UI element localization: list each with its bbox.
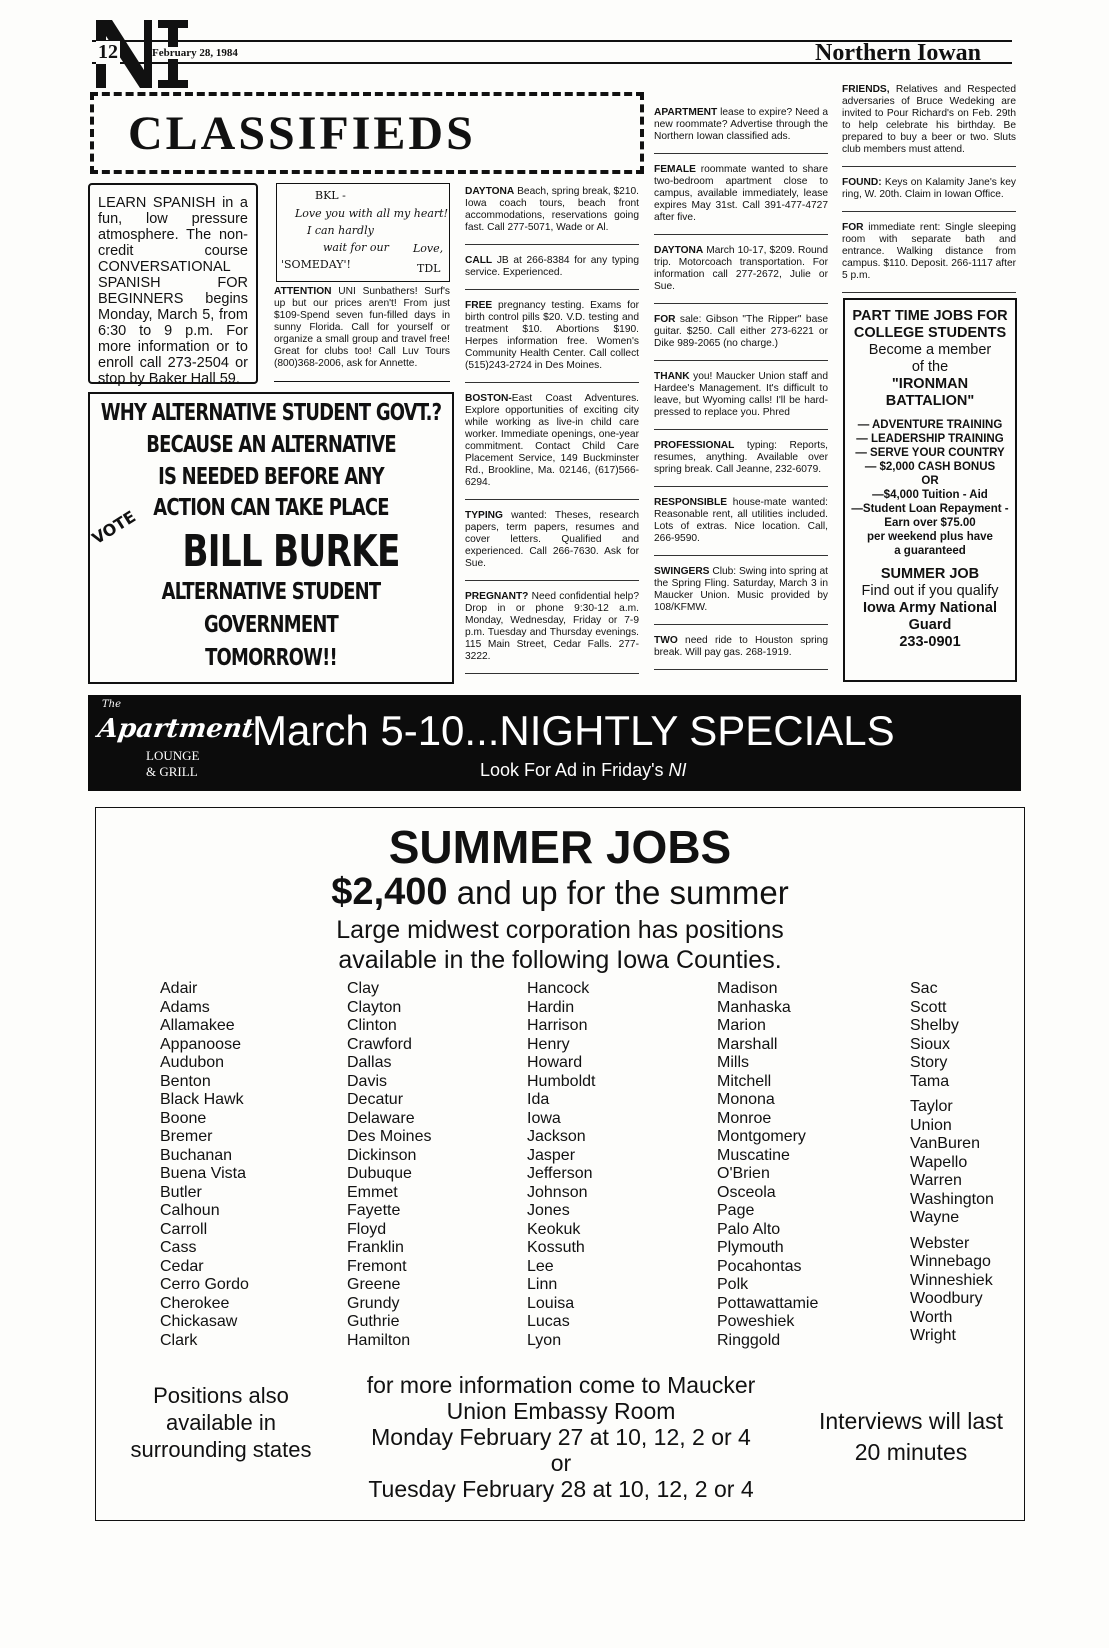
county-name: Louisa [527, 1294, 575, 1312]
ad-lead: CALL [465, 255, 493, 266]
classified-column-3 [465, 186, 639, 684]
ad-lead: TYPING [465, 510, 503, 521]
ad-lead: RESPONSIBLE [654, 497, 728, 508]
classified-column-4 [654, 107, 828, 680]
county-name: Black Hawk [160, 1091, 244, 1108]
county-name: Hamilton [347, 1331, 411, 1349]
ironman-line [845, 410, 1015, 418]
county-name: Palo Alto [717, 1220, 781, 1238]
classified-column-5 [842, 84, 1016, 303]
ironman-line: — SERVE YOUR COUNTRY [855, 447, 1005, 459]
ironman-line [845, 558, 1015, 566]
pay-rest: and up for the summer [447, 874, 789, 911]
ironman-line: —Student Loan Repayment - [851, 503, 1009, 515]
county-name: VanBuren [910, 1135, 980, 1152]
ad-lead: FREE [465, 300, 493, 311]
ironman-line: — ADVENTURE TRAINING [857, 419, 1003, 431]
county-name: Adair [160, 980, 198, 997]
county-name: Cass [160, 1239, 197, 1256]
ad-lead: DAYTONA [654, 245, 704, 256]
issue-date: February 28, 1984 [152, 47, 238, 59]
county-name: Marshall [717, 1035, 778, 1053]
positions-note [106, 1382, 336, 1463]
ad-body: Need confidential help? Drop in or phone 9:30-12 a.m. Monday, Wednesday, Friday or 7-9 p.m. Tuesday and Thursday evenings. 115 Main Street, Cedar Falls. 277-3222. [465, 591, 639, 662]
classifieds-title: CLASSIFIEDS [128, 107, 476, 160]
ironman-battalion-ad [843, 298, 1017, 682]
bkl-line1: Love you with all my heart! [295, 207, 448, 220]
classified-ad [654, 440, 828, 487]
county-name: Winnebago [910, 1253, 991, 1270]
positions-note-line: available in [165, 1410, 277, 1435]
county-name: Decatur [347, 1091, 404, 1108]
county-name: Clayton [347, 998, 402, 1016]
county-name: Pocahontas [717, 1257, 802, 1275]
county-name: Des Moines [347, 1128, 432, 1145]
county-name: Jackson [527, 1128, 586, 1145]
ad-lead: DAYTONA [465, 186, 515, 197]
ironman-line: OR [921, 475, 939, 487]
divider [274, 381, 450, 382]
county-name: Lucas [527, 1313, 570, 1330]
classified-ad [465, 393, 639, 500]
county-name: Dallas [347, 1054, 392, 1071]
interview-note-line: Interviews will last [818, 1408, 1004, 1434]
county-name: Butler [160, 1183, 202, 1201]
banner-headline: March 5-10...NIGHTLY SPECIALS [252, 707, 895, 754]
county-name: Audubon [160, 1054, 225, 1071]
positions-note-line: surrounding states [130, 1437, 312, 1462]
ad-body: sale: Gibson "The Ripper" base guitar. $250. Call either 273-6221 or Dike 989-2065 (no charge.) [654, 314, 828, 349]
burke-line2: BECAUSE AN ALTERNATIVE [146, 432, 396, 458]
ad-body: March 10-17, $209. Round trip. Motorcoach transportation. For information call 277-2672, Julie or Sue. [654, 245, 828, 292]
county-name: Calhoun [160, 1202, 220, 1219]
ironman-line: Guard [908, 617, 952, 633]
county-name: Linn [527, 1276, 558, 1293]
ad-body: you! Maucker Union staff and Hardee's Management. It's difficult to leave, but Wyoming calls! I'll be hard-pressed to replace you. Phred [654, 371, 828, 418]
logo-grill: & GRILL [146, 764, 198, 779]
classified-ad [842, 177, 1016, 212]
county-column [717, 980, 818, 1350]
more-info-note [326, 1372, 796, 1502]
county-name: Bremer [160, 1128, 213, 1145]
county-name: Sac [910, 980, 938, 997]
county-name: Henry [527, 1035, 570, 1053]
ad-body: immediate rent: Single sleeping room with separate bath and entrance. Walking distance from campus. $110. Deposit. 266-1117 after 5 p.m. [842, 222, 1016, 281]
county-name: Howard [527, 1054, 583, 1071]
county-name: Floyd [347, 1220, 387, 1238]
apartment-lounge-banner [88, 695, 1021, 791]
ad-body: pregnancy testing. Exams for birth control pills $20. V.D. testing and treatment $10. Abortions $190. Herpes information free. Women's Community Health Center. Call collect (515)243-2724 in Des Moines. [465, 300, 639, 371]
classified-ad [654, 245, 828, 304]
county-name: Madison [717, 980, 778, 997]
ironman-line: a guaranteed [894, 545, 966, 557]
ironman-line: PART TIME JOBS FOR [852, 308, 1008, 324]
county-name: Poweshiek [717, 1313, 795, 1330]
ad-lead: BOSTON- [465, 393, 512, 404]
bkl-closing: Love, [413, 242, 444, 255]
ad-lead: FOUND: [842, 177, 882, 188]
ad-lead: FEMALE [654, 164, 696, 175]
ad-lead: FOR [842, 222, 864, 233]
county-name [910, 1091, 994, 1098]
subline-ni: NI [668, 760, 687, 780]
summer-jobs-desc1: Large midwest corporation has positions [336, 916, 784, 944]
county-name: Clinton [347, 1017, 397, 1034]
ironman-line: Iowa Army National [862, 600, 998, 616]
ad-lead: PROFESSIONAL [654, 440, 735, 451]
county-name: Crawford [347, 1035, 412, 1053]
classified-ad [654, 107, 828, 154]
spanish-course-ad: LEARN SPANISH in a fun, low pressure atmosphere. The non-credit course CONVERSATIONAL SPANISH FOR BEGINNERS begins Monday, March 5, from 6:30 to 9 p.m. For more information or to enroll call 273-2504 or stop by Baker Hall 59. [88, 183, 258, 384]
ad-body: typing: Reports, resumes, anything. Available over spring break. Call Jeanne, 232-6079. [654, 440, 828, 475]
county-column [527, 980, 595, 1350]
county-name: Clay [347, 980, 380, 997]
banner-subline [480, 759, 687, 781]
county-name: Sioux [910, 1035, 951, 1053]
summer-jobs-title: SUMMER JOBS [388, 821, 732, 873]
county-name: Jones [527, 1202, 570, 1219]
classified-ad [842, 222, 1016, 293]
pay-amount: $2,400 [331, 871, 448, 913]
county-name: Lyon [527, 1331, 562, 1349]
county-name: Greene [347, 1276, 401, 1293]
county-name: Osceola [717, 1183, 776, 1201]
classified-ad [465, 300, 639, 383]
ad-lead: THANK [654, 371, 690, 382]
vote-label: VOTE [88, 506, 139, 549]
logo-lounge: LOUNGE [146, 748, 200, 763]
county-name: Guthrie [347, 1313, 400, 1330]
county-name: Montgomery [717, 1128, 806, 1145]
county-name: Manhaska [717, 998, 791, 1016]
classified-ad [654, 371, 828, 430]
county-name: Scott [910, 998, 947, 1016]
ad-body: lease to expire? Need a new roommate? Advertise through the Northern Iowan classified ads. [654, 107, 828, 142]
county-name: Ida [527, 1091, 550, 1108]
county-name: Cerro Gordo [160, 1276, 249, 1293]
burke-line6: GOVERNMENT [203, 612, 339, 638]
ad-lead: APARTMENT [654, 107, 718, 118]
county-name: Wapello [910, 1153, 968, 1171]
ad-body: Keys on Kalamity Jane's key ring, W. 20th. Claim in Iowan Office. [842, 177, 1016, 200]
county-name: Boone [160, 1109, 207, 1127]
ad-body: East Coast Adventures. Explore opportunities of exciting city while working as live-in child care worker. Immediate openings, one-year commitment. Contact Child Care Placement Service, 149 Buckminster Rd., Brookline, Ma. 02146, (617)566-6294. [465, 393, 639, 488]
burke-name: BILL BURKE [182, 526, 400, 577]
classified-ad [842, 84, 1016, 167]
more-info-note-line: for more information come to Maucker [366, 1372, 756, 1398]
positions-note-line: Positions also [153, 1383, 289, 1408]
county-name: Page [717, 1202, 755, 1219]
ad-lead: FRIENDS, [842, 84, 890, 95]
bkl-line2: I can hardly [307, 224, 374, 237]
county-name: Webster [910, 1234, 970, 1252]
county-name: Washington [910, 1190, 994, 1208]
county-name: Jasper [527, 1146, 576, 1164]
classified-ad [654, 497, 828, 556]
county-name: Ringgold [717, 1331, 781, 1349]
more-info-note-line: Monday February 27 at 10, 12, 2 or 4 [371, 1424, 751, 1450]
ad-lead: SWINGERS [654, 566, 710, 577]
logo-apartment: Apartment [95, 714, 256, 744]
more-info-note-line: Union Embassy Room [446, 1398, 676, 1424]
county-name: Chickasaw [160, 1313, 238, 1330]
county-name: Mills [717, 1054, 749, 1071]
county-name: Wayne [910, 1209, 960, 1226]
county-name [910, 1228, 994, 1235]
county-name: Tama [910, 1072, 950, 1090]
ad-lead: PREGNANT? [465, 591, 529, 602]
county-name: Shelby [910, 1017, 959, 1034]
ad-lead: TWO [654, 635, 678, 646]
summer-jobs-pay [96, 872, 1024, 913]
summer-jobs-ad [95, 807, 1025, 1521]
ironman-line: —$4,000 Tuition - Aid [872, 489, 988, 501]
county-name: Story [910, 1054, 948, 1071]
ad-body: UNI Sunbathers! Surf's up but our prices aren't! From just $109-Spend seven fun-filled days in sunny Florida. Call for yourself or organize a small group and travel free! Great for clubs too! Call Luv Tours (800)368-2006, ask for Annette. [274, 286, 450, 369]
ad-lead: ATTENTION [274, 286, 332, 297]
county-name: Delaware [347, 1109, 415, 1127]
county-name: Grundy [347, 1294, 400, 1312]
county-name: Winneshiek [910, 1271, 993, 1289]
classified-ad [654, 164, 828, 235]
county-name: Kossuth [527, 1239, 585, 1256]
ironman-line: COLLEGE STUDENTS [853, 325, 1007, 341]
county-name: Mitchell [717, 1072, 772, 1090]
interview-note [801, 1406, 1021, 1468]
county-name: Johnson [527, 1183, 588, 1201]
county-name: Buena Vista [160, 1165, 246, 1182]
bkl-from: TDL [417, 262, 441, 275]
burke-line7: TOMORROW!! [205, 645, 337, 671]
ironman-line: per weekend plus have [867, 531, 993, 543]
county-name: Taylor [910, 1098, 953, 1115]
ironman-line: SUMMER JOB [880, 566, 980, 582]
county-name: Muscatine [717, 1146, 790, 1164]
classified-ad [465, 255, 639, 290]
county-name: Hardin [527, 998, 575, 1016]
county-name: Harrison [527, 1017, 588, 1034]
more-info-note-line: or [550, 1450, 572, 1476]
ironman-line: — $2,000 CASH BONUS [864, 461, 996, 473]
bkl-line4: 'SOMEDAY'! [281, 258, 351, 271]
county-name: Monroe [717, 1109, 772, 1127]
county-name: Warren [910, 1172, 962, 1189]
county-name: Plymouth [717, 1239, 784, 1256]
county-name: Carroll [160, 1220, 208, 1238]
burke-line3: IS NEEDED BEFORE ANY [158, 464, 384, 490]
burke-line4: ACTION CAN TAKE PLACE [153, 495, 389, 521]
logo-the: The [102, 699, 122, 710]
ad-body: Club: Swing into spring at the Spring Fling. Saturday, March 3 in Maucker Union. Music provided by 108/KFMW. [654, 566, 828, 613]
ad-body: Relatives and Respected adversaries of Bruce Wedeking are invited to Pour Richard's on Feb. 29th to help celebrate his birthday. Be prepared to buy a beer or two. Sluts club members must attend. [842, 84, 1016, 155]
county-name: Emmet [347, 1183, 398, 1201]
county-name: Monona [717, 1091, 775, 1108]
county-name: Benton [160, 1072, 211, 1090]
county-name: Worth [910, 1308, 953, 1326]
county-name: Wright [910, 1327, 956, 1344]
county-name: Davis [347, 1072, 388, 1090]
more-info-note-line: Tuesday February 28 at 10, 12, 2 or 4 [368, 1476, 754, 1502]
ironman-line: Find out if you qualify [861, 583, 999, 599]
county-name: Humboldt [527, 1072, 596, 1090]
county-name: Dickinson [347, 1146, 417, 1164]
ad-body: roommate wanted to share two-bedroom apartment close to campus, available immediately, lease expires May 31st. Call 391-477-4727 after five. [654, 164, 828, 223]
county-name: Lee [527, 1257, 554, 1275]
county-name: Cedar [160, 1257, 204, 1275]
ironman-line: — LEADERSHIP TRAINING [856, 433, 1004, 445]
county-name: Fremont [347, 1257, 407, 1275]
county-name: Dubuque [347, 1165, 412, 1182]
county-name: O'Brien [717, 1165, 770, 1182]
ironman-line: of the [911, 359, 949, 375]
subline-text: Look For Ad in Friday's [480, 760, 669, 780]
classified-ad [654, 635, 828, 670]
page-number: 12 [98, 41, 118, 63]
ironman-line: Earn over $75.00 [884, 517, 976, 529]
county-name: Franklin [347, 1239, 404, 1256]
ad-lead: FOR [654, 314, 676, 325]
bkl-line3: wait for our [323, 241, 389, 254]
burke-line1: WHY ALTERNATIVE STUDENT GOVT.? [100, 400, 442, 426]
classified-ad [465, 186, 639, 245]
county-column [347, 980, 431, 1350]
county-name: Pottawattamie [717, 1294, 819, 1312]
ad-body: Beach, spring break, $210. Iowa coach tours, beach front accommodations, reservations going fast. Call 277-5071, Wade or Al. [465, 186, 639, 233]
ironman-line: "IRONMAN [891, 376, 969, 392]
paper-name: Northern Iowan [815, 40, 981, 66]
county-name: Jefferson [527, 1165, 593, 1182]
classified-ad [465, 510, 639, 581]
county-name: Adams [160, 998, 210, 1016]
county-name: Keokuk [527, 1220, 581, 1238]
county-name: Allamakee [160, 1017, 235, 1034]
county-name: Buchanan [160, 1146, 233, 1164]
ironman-line: Become a member [868, 342, 992, 358]
county-name: Cherokee [160, 1294, 230, 1312]
county-column [910, 980, 994, 1346]
summer-jobs-desc2: available in the following Iowa Counties. [338, 946, 782, 974]
county-column [160, 980, 249, 1350]
county-name: Hancock [527, 980, 590, 997]
classified-ad [465, 591, 639, 674]
county-name: Polk [717, 1276, 749, 1293]
county-name: Fayette [347, 1202, 401, 1219]
burke-line5: ALTERNATIVE STUDENT [161, 579, 381, 605]
ironman-line: BATTALION" [885, 393, 975, 409]
county-name: Clark [160, 1331, 198, 1349]
ad-body: wanted: Theses, research papers, term papers, resumes and cover letters. Qualified and experienced. Call 266-7630. Ask for Sue. [465, 510, 639, 569]
personal-ad-bkl [276, 183, 450, 282]
interview-note-line: 20 minutes [854, 1439, 968, 1465]
county-name: Iowa [527, 1109, 561, 1127]
ad-body: house-mate wanted: Reasonable rent, all utilities included. Lots of extras. Nice location. Call, 266-9590. [654, 497, 828, 544]
county-name: Marion [717, 1017, 766, 1034]
classified-ad [654, 314, 828, 361]
bill-burke-ad [88, 392, 454, 684]
ad-body: JB at 266-8384 for any typing service. Experienced. [465, 255, 639, 278]
ironman-line: 233-0901 [899, 634, 961, 650]
county-name: Appanoose [160, 1035, 241, 1053]
classified-ad [654, 566, 828, 625]
attention-ad [274, 286, 450, 370]
ad-body: need ride to Houston spring break. Will pay gas. 268-1919. [654, 635, 828, 658]
bkl-to: BKL - [315, 189, 346, 202]
county-name: Union [910, 1116, 952, 1134]
county-name: Woodbury [910, 1290, 983, 1307]
